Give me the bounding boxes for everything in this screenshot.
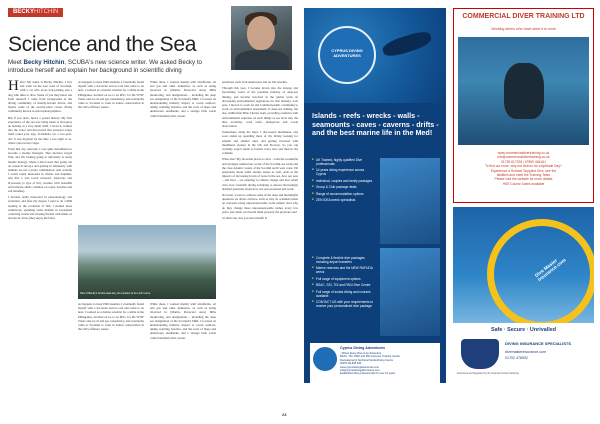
dropcap-letter: H (8, 80, 19, 94)
cdt-phone[interactable]: 01726 817326 | 07850 464161 (501, 159, 546, 164)
lower-paragraph: As happens to most PhD students, I eventually found myself with a doctorate and no real idea what to do next. I worked as a marine scientist for a while in the Philippines, decided on no to an MSc, for the WWF Trusts and on oil and gas consultancy, and eventually came to Scotland to work in nature conservation in the UK's offshore waters. (78, 302, 144, 332)
article-column-4 (222, 80, 298, 408)
cdt-slogan: Working divers who have done it to work (491, 27, 556, 31)
cdt-line: To find out more, why not visit us for a Aptitude Day? (485, 164, 562, 169)
cyprus-badge-icon (313, 347, 337, 371)
standfirst-name: Becky Hitchin (23, 59, 65, 66)
cdt-line: HSE Course Dates available (502, 181, 545, 186)
loch-landscape-photo (78, 225, 216, 299)
cyprus-features-list-b (312, 256, 374, 310)
feature-item: ■ 14 years diving experience across Cyprus (312, 168, 374, 176)
lower-paragraph: While there, I worked mainly with windfarms, oil and gas and other industries, as well as being involved in (Marine Protected Area) MPA monitoring, and designations – including the deep sea designation of the Scotland's MPA. I focused on understanding industry impact to ocean seafloor, taking warming beaches, and the sorts of maps and underwater sandbanks, and a strange little worm called Sabellaria that creates (150, 302, 216, 340)
col3-paragraph: While there, I worked mainly with windfarms, oil and gas and other industries, as well as being involved in (Marine Protected Area) MPA monitoring, and designations – including the deep sea designation of the Scotland's MPA. I focused on understanding industry impact to ocean seafloor, taking warming beaches, and the sorts of maps and underwater sandbanks, and a strange little worm called Sabellaria that creates (150, 80, 216, 118)
dive-master-insurance-ad[interactable] (453, 207, 594, 383)
col4-paragraph: Somewhere along the lines, I discovered muddiness, and soon ended up spending most of my diving looking for smaller and smaller ones, and getting involved with muddiness cleaner in the UK and Norway. So you can certainly expect nudis to feature every now and then in my columns. (222, 130, 298, 156)
dmi-phone[interactable]: 01702 476902 (505, 356, 528, 360)
contact-website-link[interactable]: www.cyprusdivingadventures.com (340, 365, 380, 369)
cdt-title: COMMERCIAL DIVER TRAINING LTD (462, 13, 585, 20)
article-lower-columns (78, 302, 216, 408)
feature-item: ■ Marine reserves and the NEW RUFUDA wreck (312, 266, 374, 274)
cdt-diver-photo (458, 37, 589, 145)
feature-item: ■ BSAC, SSI, TDI and PADI Dive Centre (312, 283, 374, 287)
feature-item: ■ ZEN IDEA wreck specialists (312, 198, 374, 202)
page-number: 23 (282, 412, 287, 417)
col4-paragraph: So that's me. See you next month! ● (222, 216, 267, 221)
feature-item: ■ Full range of equipment options (312, 277, 374, 281)
cyprus-contact-box (310, 343, 440, 383)
cyprus-side-photo-2 (380, 248, 440, 336)
cdt-line: facilities and meet the Training Team (496, 173, 551, 178)
contact-line: Recreational & Technical Scuba Diving Centre (340, 358, 394, 362)
cyprus-logo-text: CYPRUS DIVING ADVENTURES (331, 48, 363, 58)
standfirst-prefix: Meet (8, 59, 24, 66)
article-column-1 (8, 80, 72, 408)
article-title: Science and the Sea (8, 33, 197, 56)
col1-paragraph: From that day onwards, I was quite determined to become a marine biologist. That decision stayed firm, and I'm looking going to university to study marine biology, where I discovered that going out on research surveys and getting in intimately with animals are not a pretty combination. And actually I wasn't really interested in whales and dolphins, and that I was loved seaweed, barnacles and bryozoans (a type of tiny creature with beautiful and intricate shells common on ropes, beaches and salt marshes). (8, 147, 72, 194)
col4-paragraph: Through this year, I became drawn into the strange and fascinating world of the potential industry of deep-sea mining, and became involved in the global work on developing environmental regulations for that industry. Last year, I moved to work for the Commonwealth, continuing to work on environmental assessment of deep-sea mining, but also within their Blue Charter team, providing countries with environmental expertise on such things as sea level rise, the blue economy, coral reefs, mangroves and ocean observation. (222, 86, 298, 129)
feature-item: ■ Complete & flexible dive packages including airport transfers (312, 256, 374, 264)
dmi-tagline: Safe · Secure · Unrivalled (490, 327, 556, 333)
cyprus-logo (318, 26, 376, 84)
cdt-header (454, 9, 593, 35)
photo-caption: Part of Becky's Scotto-lead-sky, the location of its Loch Lorne (80, 292, 151, 295)
feature-item: ■ CONTACT US with your requirements to receive your personalized dive package (312, 300, 374, 308)
contact-email-link[interactable]: info@cyprusdivingadventures.com (340, 369, 380, 373)
contact-line: Established dive professionals for over 16 years (340, 372, 396, 376)
cyprus-diving-ad[interactable] (304, 8, 446, 383)
article-standfirst (8, 59, 213, 75)
diver-figure (504, 63, 544, 119)
cyprus-contact-title: Cyprus Diving Adventures (340, 346, 385, 350)
article-column-2 (78, 80, 144, 222)
cdt-website-link[interactable]: www.commercialdivertraining.co.uk (497, 151, 550, 155)
col2-paragraph: As happens to most PhD students, I eventually found myself with a doctorate and no real idea what to do next. I worked as a marine scientist for a while in the Philippines, decided on no to an MSc, for the WWF Trusts and on oil and gas consultancy, and eventually came to Scotland to work in nature conservation in the UK's offshore waters. (78, 80, 144, 110)
shield-icon (461, 339, 499, 369)
dmi-sea-image (453, 207, 594, 323)
col1-paragraph: But if you don't, here's a potted history. My first experience of the sea was being taken to Newquay on holiday as a very small child. I loved it, walked into the water and discovered that seaweed wraps itself round your legs. Transmats, for a two-year-old. It was forgiven by the time I was eight or so, when I discovered crisps. (8, 115, 72, 145)
col4-paragraph: enormous reefs both underwater and on UK beaches. (222, 80, 288, 84)
cyprus-features-list-a (312, 158, 374, 204)
col1-paragraph: ello! My name is Becky Hitchin. I live and work on the east coast of Scotland, with a cat who loves tick-picking and a dog who likes to dive. Some of you may know me from research I came from background of the diving community of muddy-bottom divers, and maybe some of the exactly-ideal corner diving community known as macrophotographers. (8, 80, 72, 114)
dmi-company: DIVING INSURANCE SPECIALISTS (505, 341, 572, 346)
cdt-line: Experience a Surface Supplied Dive, see the (490, 168, 557, 173)
dmi-regulation-note: Authorised and Regulated by the Financial Conduct Authority (457, 373, 520, 375)
cdt-line: Please visit the website for more details (494, 177, 553, 182)
article-column-3 (150, 80, 216, 222)
col4-paragraph: What else? My favourite places to dive – both the wonderful and strangest underwater world of the Scottish sea lochs and the clear Atlantic waters of the Scottish north west coast. I'm passionate about wider marine issues as well, such as the impacts of increasing levels of noise in the sea, how our seas – and lives – are adapting to climate change and how small river, how scientific diving is helping to answer increasingly detailed questions about how our seas protected and work. (222, 157, 298, 191)
contact-subtitle: - Where Every Dive Is An Adventure (340, 352, 382, 355)
cdt-info (458, 151, 589, 186)
feature-item: ■ Individual, couples and family packages (312, 179, 374, 183)
col4-paragraph: Not least, I want to address some of the deep and meaningful questions we divers all have, such as why do scientists insist on everyone using unpronounceable Latin names? And why do they change these unpronounceable names every few years, just when we'd learnt them properly the previous one? (222, 193, 298, 214)
cyprus-headline: Islands - reefs - wrecks - walls - seamounts - caves - caverns - drifts - and the best marine life in the Med! (312, 111, 439, 138)
section-tag-b: HITCHIN (34, 9, 59, 15)
portrait-head (247, 16, 275, 50)
portrait-shoulders (235, 50, 289, 70)
commercial-diver-training-ad[interactable] (453, 8, 594, 203)
contact-line: BSAC, TDI, PADI and SSI Instructor Training Centre (340, 355, 400, 359)
dmi-arc-text: Dive Master Insurance.com (534, 258, 568, 284)
author-portrait-photo (231, 6, 292, 70)
section-tag-a: BECKY (13, 9, 35, 15)
cyprus-side-photo-1 (380, 158, 440, 244)
feature-item: ■ Full range of scuba diving and courses available (312, 290, 374, 298)
dmi-website-link[interactable]: divemasterinsurance.com (505, 350, 546, 354)
standfirst-rest: , SCUBA's new science writer. We asked Becky to introduce herself and explain her background in scientific diving (8, 59, 202, 74)
cdt-email-link[interactable]: info@commercialdivertraining.co.uk (497, 155, 550, 160)
section-tag (8, 8, 63, 17)
feature-item: ■ UK Trained, highly qualified Dive professionals (312, 158, 374, 166)
contact-phone[interactable]: 00357-99-845 640 (340, 362, 362, 366)
col1-paragraph: I became really interested in palaeontology and evolution, and after my degree I went to do a PhD looking at the evolution of fish. I studied mass extinctions, spending some months in Greenland collecting fossils and chasing friends with musk ox and Arctic foxes (they enjoy the fens). (8, 195, 72, 221)
cyprus-contact-details (340, 352, 438, 376)
feature-item: ■ Range of accommodation options (312, 192, 374, 196)
feature-item: ■ Group & Club package deals (312, 185, 374, 189)
